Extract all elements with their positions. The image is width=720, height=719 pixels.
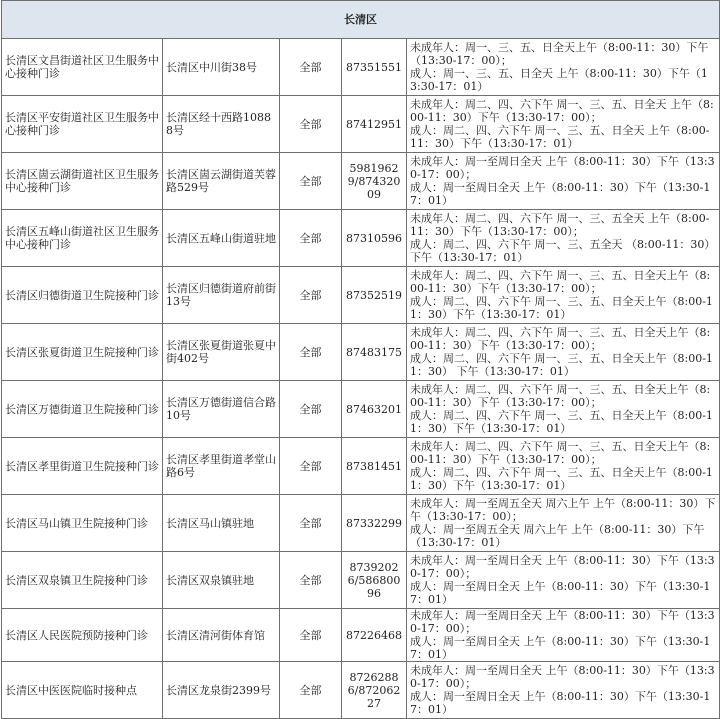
hours-minors: 未成年人：周二、四、六下午 周一、三、五、日全天 上午（8:00-11：30）下午（13:30-17：00）； — [410, 98, 714, 124]
table-row — [2, 324, 720, 381]
clinic-address: 长清区经十西路10888号 — [163, 96, 280, 153]
vaccine-scope: 全部 — [280, 662, 342, 719]
district-title: 长清区 — [2, 1, 720, 39]
clinic-address: 长清区崮云湖街道芙蓉路529号 — [163, 153, 280, 210]
clinic-address: 长清区马山镇驻地 — [163, 495, 280, 552]
hours-adults: 成人：周二、四、六下午 周一、三、五、日全天上午（8:00-11：30）下午（13:30-17：01） — [410, 466, 713, 492]
clinic-address: 长清区万德街道信合路10号 — [163, 381, 280, 438]
hours-adults: 成人：周二、四、六下午 周一、三、五、日全天上午（8:00-11：30）下午（13:30-17：01） — [410, 409, 713, 435]
clinic-address: 长清区归德街道府前街13号 — [163, 267, 280, 324]
hours-minors: 未成年人：周二、四、六下午 周一、三、五、日全天上午（8:00-11：30）下午（13:30-17：00）； — [410, 326, 711, 352]
district-title-row — [2, 1, 720, 39]
clinic-address: 长清区清河街体育馆 — [163, 609, 280, 662]
clinic-name: 长清区五峰山街道社区卫生服务中心接种门诊 — [2, 210, 163, 267]
clinic-name: 长清区平安街道社区卫生服务中心接种门诊 — [2, 96, 163, 153]
hours-adults: 成人：周二、四、六下午 周一、三、五全天 （8:00-11：30）下午（13:30-17：01） — [410, 238, 716, 264]
clinic-address: 长清区张夏街道张夏中街402号 — [163, 324, 280, 381]
hours-adults: 成人：周一至周日全天 上午（8:00-11：30）下午（13:30-17：01） — [410, 580, 711, 606]
clinic-phone: 87483175 — [342, 324, 407, 381]
table-row — [2, 438, 720, 495]
clinic-name: 长清区孝里街道卫生院接种门诊 — [2, 438, 163, 495]
opening-hours — [407, 609, 720, 662]
clinic-address: 长清区五峰山街道驻地 — [163, 210, 280, 267]
clinic-phone: 87392026/58680096 — [342, 552, 407, 609]
clinic-phone: 87310596 — [342, 210, 407, 267]
vaccination-schedule-table — [1, 0, 720, 719]
opening-hours — [407, 324, 720, 381]
opening-hours — [407, 662, 720, 719]
vaccine-scope: 全部 — [280, 153, 342, 210]
opening-hours — [407, 495, 720, 552]
clinic-phone: 87381451 — [342, 438, 407, 495]
hours-adults: 成人：周一至周日全天 上午（8:00-11：30）下午（13:30-17：01） — [410, 690, 711, 716]
hours-minors: 未成年人：周一至周五全天 周六上午 上午（8:00-11：30）下午（13:30-17：00）； — [410, 497, 716, 523]
clinic-phone: 87226468 — [342, 609, 407, 662]
hours-minors: 未成年人：周二、四、六下午 周一、三、五、日全天上午（8:00-11：30）下午（13:30-17：00）； — [410, 440, 711, 466]
clinic-phone: 87412951 — [342, 96, 407, 153]
table-row — [2, 495, 720, 552]
table-row — [2, 153, 720, 210]
hours-adults: 成人：周二、四、六下午 周一、三、五、日全天上午（8:00-11：30）下午（13:30-17：01） — [410, 295, 713, 321]
hours-minors: 未成年人：周一至周日全天 上午（8:00-11：30）下午（13:30-17：00）； — [410, 554, 715, 580]
clinic-phone: 87351551 — [342, 39, 407, 96]
hours-minors: 未成年人：周一、三、五、日全天上午（8:00-11：30）下午（13:30-17：00）； — [410, 41, 709, 67]
vaccine-scope: 全部 — [280, 39, 342, 96]
vaccine-scope: 全部 — [280, 210, 342, 267]
clinic-name: 长清区归德街道卫生院接种门诊 — [2, 267, 163, 324]
hours-adults: 成人：周一至周五全天 周六上午 上午（8:00-11：30）下午（13:30-17：01） — [410, 523, 705, 549]
hours-minors: 未成年人：周一至周日全天 上午（8:00-11：30）下午（13:30-17：00）； — [410, 155, 715, 181]
table-row — [2, 609, 720, 662]
hours-adults: 成人：周一、三、五、日全天 上午（8:00-11：30）下午（13:30-17：01） — [410, 67, 708, 93]
hours-minors: 未成年人：周二、四、六下午 周一、三、五、日全天上午（8:00-11：30）下午（13:30-17：00）； — [410, 383, 711, 409]
hours-minors: 未成年人：周一至周日全天 上午（8:00-11：30）下午（13:30-17：00）； — [410, 664, 715, 690]
opening-hours — [407, 96, 720, 153]
clinic-address: 长清区孝里街道孝堂山路6号 — [163, 438, 280, 495]
hours-minors: 未成年人：周二、四、六下午 周一、三、五全天 上午（8:00-11：30）下午（13:30-17：00）； — [410, 212, 710, 238]
opening-hours — [407, 39, 720, 96]
opening-hours — [407, 381, 720, 438]
table-row — [2, 381, 720, 438]
table-row — [2, 210, 720, 267]
clinic-phone: 87352519 — [342, 267, 407, 324]
vaccine-scope: 全部 — [280, 381, 342, 438]
opening-hours — [407, 438, 720, 495]
clinic-name: 长清区万德街道卫生院接种门诊 — [2, 381, 163, 438]
clinic-address: 长清区中川街38号 — [163, 39, 280, 96]
clinic-phone: 59819629/87432009 — [342, 153, 407, 210]
vaccine-scope: 全部 — [280, 324, 342, 381]
hours-minors: 未成年人：周一至周日全天 上午（8:00-11：30）下午（13:30-17：00）； — [410, 609, 715, 635]
table-row — [2, 552, 720, 609]
table-body — [2, 1, 720, 719]
clinic-name: 长清区马山镇卫生院接种门诊 — [2, 495, 163, 552]
clinic-phone: 87332299 — [342, 495, 407, 552]
clinic-name: 长清区双泉镇卫生院接种门诊 — [2, 552, 163, 609]
opening-hours — [407, 552, 720, 609]
table-row — [2, 39, 720, 96]
opening-hours — [407, 153, 720, 210]
clinic-phone: 87463201 — [342, 381, 407, 438]
clinic-address: 长清区龙泉街2399号 — [163, 662, 280, 719]
table-row — [2, 96, 720, 153]
vaccine-scope: 全部 — [280, 552, 342, 609]
clinic-name: 长清区人民医院预防接种门诊 — [2, 609, 163, 662]
clinic-phone: 87262886/87206227 — [342, 662, 407, 719]
clinic-name: 长清区文昌街道社区卫生服务中心接种门诊 — [2, 39, 163, 96]
clinic-name: 长清区中医医院临时接种点 — [2, 662, 163, 719]
table-row — [2, 662, 720, 719]
clinic-name: 长清区崮云湖街道社区卫生服务中心接种门诊 — [2, 153, 163, 210]
vaccine-scope: 全部 — [280, 495, 342, 552]
hours-adults: 成人：周一至周日全天 上午（8:00-11：30）下午（13:30-17：01） — [410, 181, 711, 207]
hours-adults: 成人：周二、四、六下午 周一、三、五、日全天 上午（8:00-11：30）下午（13:30-17：01） — [410, 124, 710, 150]
hours-adults: 成人：周一至周日全天 上午（8:00-11：30）下午（13:30-17：01） — [410, 635, 711, 661]
opening-hours — [407, 210, 720, 267]
hours-adults: 成人：周二、四、六下午 周一、三、五、日全天上午（8:00-11：30） 下午（13:30-17：01） — [410, 352, 713, 378]
vaccine-scope: 全部 — [280, 609, 342, 662]
hours-minors: 未成年人：周二、四、六下午 周一、三、五、日全天上午（8:00-11：30）下午（13:30-17：00）； — [410, 269, 711, 295]
table-row — [2, 267, 720, 324]
vaccine-scope: 全部 — [280, 96, 342, 153]
vaccine-scope: 全部 — [280, 267, 342, 324]
clinic-name: 长清区张夏街道卫生院接种门诊 — [2, 324, 163, 381]
opening-hours — [407, 267, 720, 324]
vaccine-scope: 全部 — [280, 438, 342, 495]
clinic-address: 长清区双泉镇驻地 — [163, 552, 280, 609]
